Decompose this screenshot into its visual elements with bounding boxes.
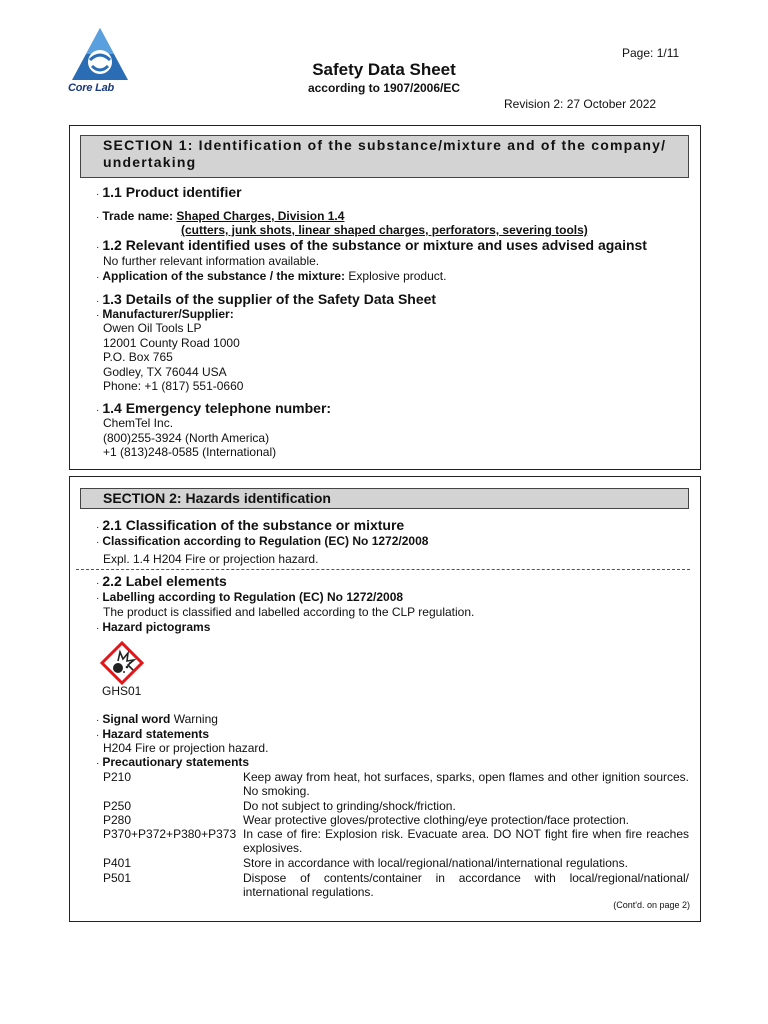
subsection-2-1: · 2.1 Classification of the substance or mixture bbox=[96, 517, 405, 533]
precaution-code: P210 bbox=[103, 770, 132, 784]
emergency-line: (800)255-3924 (North America) bbox=[103, 431, 270, 445]
signal-word-value: Warning bbox=[173, 712, 218, 726]
application-label: Application of the substance / the mixture: bbox=[102, 269, 346, 283]
subsection-1-4-title: 1.4 Emergency telephone number: bbox=[102, 400, 332, 416]
application-value: Explosive product. bbox=[348, 269, 447, 283]
application-row: · Application of the substance / the mixture: Explosive product. bbox=[96, 269, 447, 283]
signal-word-label: Signal word bbox=[102, 712, 171, 726]
precaution-text: Keep away from heat, hot surfaces, sparks, open flames and other ignition sources. No smoking. bbox=[243, 770, 689, 798]
subsection-1-2: · 1.2 Relevant identified uses of the substance or mixture and uses advised against bbox=[96, 237, 647, 253]
precaution-code: P401 bbox=[103, 856, 132, 870]
labelling-regulation-text: Labelling according to Regulation (EC) No 1272/2008 bbox=[102, 590, 404, 604]
precautionary-label-text: Precautionary statements bbox=[102, 755, 250, 769]
precaution-code: P280 bbox=[103, 813, 132, 827]
address-line: P.O. Box 765 bbox=[103, 350, 173, 364]
precaution-code: P501 bbox=[103, 871, 132, 885]
labelling-regulation: · Labelling according to Regulation (EC) No 1272/2008 bbox=[96, 590, 404, 604]
trade-name-detail: (cutters, junk shots, linear shaped charges, perforators, severing tools) bbox=[181, 223, 588, 237]
address-phone: Phone: +1 (817) 551-0660 bbox=[103, 379, 244, 393]
trade-name-label: Trade name: bbox=[102, 209, 174, 223]
revision-date: Revision 2: 27 October 2022 bbox=[504, 97, 657, 111]
subsection-1-1: · 1.1 Product identifier bbox=[96, 184, 242, 200]
manufacturer-label-text: Manufacturer/Supplier: bbox=[102, 307, 234, 321]
pictograms-label: · Hazard pictograms bbox=[96, 620, 211, 634]
classification-value: Expl. 1.4 H204 Fire or projection hazard. bbox=[103, 552, 319, 566]
address-line: Godley, TX 76044 USA bbox=[103, 365, 227, 379]
subsection-2-2-title: 2.2 Label elements bbox=[102, 573, 227, 589]
hazard-statements-label-text: Hazard statements bbox=[102, 727, 210, 741]
hazard-statement: H204 Fire or projection hazard. bbox=[103, 741, 269, 755]
address-line: 12001 County Road 1000 bbox=[103, 336, 240, 350]
address-line: Owen Oil Tools LP bbox=[103, 321, 202, 335]
section-1-heading: SECTION 1: Identification of the substance/mixture and of the company/ undertaking bbox=[80, 135, 689, 178]
ghs01-explosive-icon bbox=[100, 641, 144, 685]
subsection-1-4: · 1.4 Emergency telephone number: bbox=[96, 400, 332, 416]
subsection-1-1-title: 1.1 Product identifier bbox=[102, 184, 242, 200]
continued-note: (Cont'd. on page 2) bbox=[613, 900, 690, 910]
precaution-text: In case of fire: Explosion risk. Evacuate area. DO NOT fight fire when fire reaches explosives. bbox=[243, 827, 689, 855]
subsection-1-3: · 1.3 Details of the supplier of the Safety Data Sheet bbox=[96, 291, 437, 307]
precautionary-label: · Precautionary statements bbox=[96, 755, 250, 769]
classification-label: · Classification according to Regulation (EC) No 1272/2008 bbox=[96, 534, 429, 548]
labelling-text: The product is classified and labelled according to the CLP regulation. bbox=[103, 605, 475, 619]
no-further-info: No further relevant information available. bbox=[103, 254, 320, 268]
precaution-code: P370+P372+P380+P373 bbox=[103, 827, 237, 841]
manufacturer-label: · Manufacturer/Supplier: bbox=[96, 307, 234, 321]
page-number: Page: 1/11 bbox=[622, 46, 680, 60]
document-subtitle: according to 1907/2006/EC bbox=[307, 81, 461, 95]
emergency-line: ChemTel Inc. bbox=[103, 416, 174, 430]
precaution-text: Wear protective gloves/protective clothing/eye protection/face protection. bbox=[243, 813, 629, 827]
document-title: Safety Data Sheet bbox=[312, 60, 456, 79]
subsection-1-3-title: 1.3 Details of the supplier of the Safety Data Sheet bbox=[102, 291, 437, 307]
pictograms-label-text: Hazard pictograms bbox=[102, 620, 211, 634]
precaution-code: P250 bbox=[103, 799, 132, 813]
logo-text: Core Lab bbox=[68, 82, 115, 94]
signal-word-row: · Signal word Warning bbox=[96, 712, 218, 726]
subsection-1-2-title: 1.2 Relevant identified uses of the substance or mixture and uses advised against bbox=[102, 237, 647, 253]
trade-name-row: · Trade name: Shaped Charges, Division 1.4 bbox=[96, 209, 345, 223]
subsection-2-1-title: 2.1 Classification of the substance or mixture bbox=[102, 517, 405, 533]
subsection-2-2: · 2.2 Label elements bbox=[96, 573, 227, 589]
classification-label-text: Classification according to Regulation (EC) No 1272/2008 bbox=[102, 534, 429, 548]
precaution-text: Store in accordance with local/regional/national/international regulations. bbox=[243, 856, 628, 870]
precaution-text: Dispose of contents/container in accordance with local/regional/national/ international regulations. bbox=[243, 871, 689, 899]
section-2-heading: SECTION 2: Hazards identification bbox=[80, 488, 689, 509]
precaution-text: Do not subject to grinding/shock/friction. bbox=[243, 799, 456, 813]
pictogram-code: GHS01 bbox=[102, 684, 142, 698]
divider bbox=[76, 569, 690, 570]
emergency-line: +1 (813)248-0585 (International) bbox=[103, 445, 277, 459]
hazard-statements-label: · Hazard statements bbox=[96, 727, 210, 741]
trade-name-value: Shaped Charges, Division 1.4 bbox=[176, 209, 345, 223]
